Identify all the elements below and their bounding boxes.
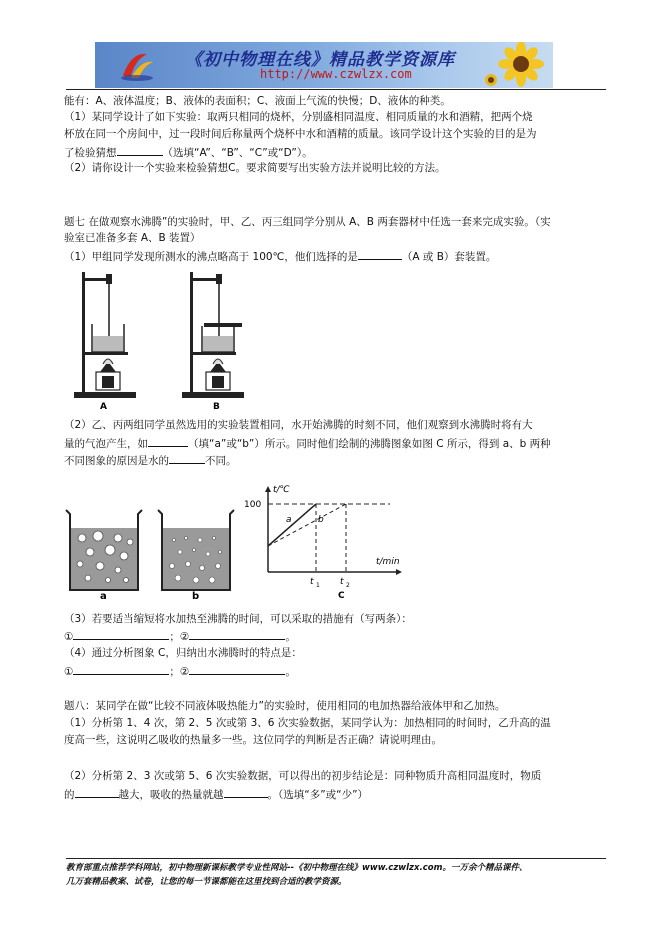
boiling-graph xyxy=(240,476,410,602)
q8-part2-prefix: 的 xyxy=(64,789,75,801)
beaker-a xyxy=(66,510,142,590)
q7-part2-reason-prefix: 不同图象的原因是水的 xyxy=(64,455,169,467)
beaker-figure xyxy=(62,508,242,600)
graph-t1-subscript: 1 xyxy=(316,582,320,589)
q7-intro-line2: 验室已准备多套 A、B 装置） xyxy=(64,232,201,244)
q8-part2-blank2[interactable] xyxy=(224,786,268,798)
q8-part2-line2 xyxy=(64,786,609,802)
q7-part2-reason-suffix: 不同。 xyxy=(205,455,237,467)
q7-part4: （4）通过分析图象 C，归纳出水沸腾时的特点是： xyxy=(64,647,302,659)
q7-part3-blank1[interactable] xyxy=(73,628,169,640)
graph-t2-subscript: 2 xyxy=(346,582,350,589)
q7-part4-blank2[interactable] xyxy=(189,663,285,675)
graph-caption: C xyxy=(338,591,345,601)
apparatus-b-label: B xyxy=(213,402,220,412)
beaker-a-label: a xyxy=(100,591,107,600)
q6-part1-prefix: 了检验猜想 xyxy=(64,147,117,159)
q8-part2-line1: （2）分析第 2、3 次或第 5、6 次实验数据，可以得出的初步结论是：同种物质升高相同温度时，物质 xyxy=(64,770,542,782)
q8-part2-middle: 越大，吸收的热量就越 xyxy=(118,789,224,801)
q8-part1-line2: 度高一些，这说明乙吸收的热量多一些。这位同学的判断是否正确？请说明理由。 xyxy=(64,734,442,746)
graph-x-label: t/min xyxy=(376,557,400,567)
q7-part3-end: 。 xyxy=(285,631,296,643)
graph-t2-label: t xyxy=(340,577,344,587)
q7-part1-prefix: （1）甲组同学发现所测水的沸点略高于 100℃，他们选择的是 xyxy=(64,251,358,263)
q7-part2-line3 xyxy=(64,452,609,468)
q7-part3-num1: ① xyxy=(64,631,74,643)
q6-part1-line3 xyxy=(64,144,609,160)
q8-part2-blank1[interactable] xyxy=(75,786,119,798)
site-logo-icon xyxy=(117,48,157,82)
q6-answer-blank[interactable] xyxy=(117,144,163,156)
q7-intro-line1: 题七 在做观察水沸腾”的实验时，甲、乙、丙三组同学分别从 A、B 两套器材中任选一套来完成实验。（实 xyxy=(64,216,551,228)
q7-part3: （3）若要适当缩短将水加热至沸腾的时间，可以采取的措施有（写两条）： xyxy=(64,613,412,625)
q7-part4-answers xyxy=(64,663,609,679)
q6-part2: （2）请你设计一个实验来检验猜想C。要求简要写出实验方法并说明比较的方法。 xyxy=(64,162,446,174)
q8-part1-line1: （1）分析第 1、4 次，第 2、5 次或第 3、6 次实验数据，某同学认为：加热相同的时间时，乙升高的温 xyxy=(64,717,551,729)
sunflower-icon xyxy=(479,42,549,88)
q7-part1 xyxy=(64,248,609,264)
q8-intro: 题八：某同学在做“比较不同液体吸热能力”的实验时，使用相同的电加热器给液体甲和乙加热。 xyxy=(64,700,506,712)
beaker-b xyxy=(158,510,234,590)
banner-url[interactable]: http://www.czwlzx.com xyxy=(260,67,412,81)
q7-part4-num1: ① xyxy=(64,666,74,678)
graph-line-a xyxy=(268,504,316,546)
q7-part4-blank1[interactable] xyxy=(73,663,169,675)
footer-line1: 教育部重点推荐学科网站，初中物理新课标教学专业性网站--《初中物理在线》www.czwlzx.com。一万余个精品课件、 xyxy=(66,863,528,873)
banner-title: 《初中物理在线》精品教学资源库 xyxy=(185,50,455,70)
q7-part3-sep: ；② xyxy=(169,631,190,643)
apparatus-figure xyxy=(70,268,260,414)
q7-part3-answers xyxy=(64,628,609,644)
q6-part1-line1: （1）某同学设计了如下实验：取两只相同的烧杯，分别盛相同温度、相同质量的水和酒精，把两个烧 xyxy=(64,111,533,123)
footer-line2: 几万套精品教案、试卷，让您的每一节课都能在这里找到合适的教学资源。 xyxy=(66,877,347,887)
header-rule xyxy=(66,89,606,90)
apparatus-b xyxy=(182,272,244,398)
q6-options: 能有：A、液体温度；B、液体的表面积；C、液面上气流的快慢；D、液体的种类。 xyxy=(64,95,451,107)
q7-part2-line1: （2）乙、丙两组同学虽然选用的实验装置相同，水开始沸腾的时刻不同，他们观察到水沸腾时将有大 xyxy=(64,419,533,431)
graph-y-tick-100: 100 xyxy=(244,500,262,510)
q7-part2-blank[interactable] xyxy=(148,435,188,447)
q6-part1-line2: 杯放在同一个房间中，过一段时间后称量两个烧杯中水和酒精的质量。该同学设计这个实验的目的是为 xyxy=(64,128,537,140)
graph-t1-label: t xyxy=(310,577,314,587)
graph-label-a: a xyxy=(286,515,292,525)
q7-part4-sep: ；② xyxy=(169,666,190,678)
q6-part1-suffix: （选填“A”、“B”、“C”或“D”）。 xyxy=(162,147,313,159)
q7-part2-reason-blank[interactable] xyxy=(169,452,205,464)
header-banner xyxy=(95,42,553,88)
q8-part2-suffix: 。（选填“多”或“少”） xyxy=(267,789,369,801)
q7-part2-prefix: 量的气泡产生，如 xyxy=(64,438,148,450)
graph-line-b xyxy=(268,504,346,546)
graph-y-label: t/℃ xyxy=(273,485,290,495)
graph-label-b: b xyxy=(318,515,324,525)
q7-part4-end: 。 xyxy=(285,666,296,678)
q7-part1-blank[interactable] xyxy=(358,248,402,260)
apparatus-a-label: A xyxy=(100,402,107,412)
apparatus-a xyxy=(74,272,136,398)
q7-part2-line2 xyxy=(64,435,609,451)
q7-part2-suffix: （填“a”或“b”）所示。同时他们绘制的沸腾图象如图 C 所示，得到 a、b 两种 xyxy=(188,438,551,450)
footer-rule xyxy=(66,858,606,859)
q7-part3-blank2[interactable] xyxy=(189,628,285,640)
beaker-b-label: b xyxy=(192,591,200,600)
q7-part1-suffix: （A 或 B）套装置。 xyxy=(401,251,497,263)
